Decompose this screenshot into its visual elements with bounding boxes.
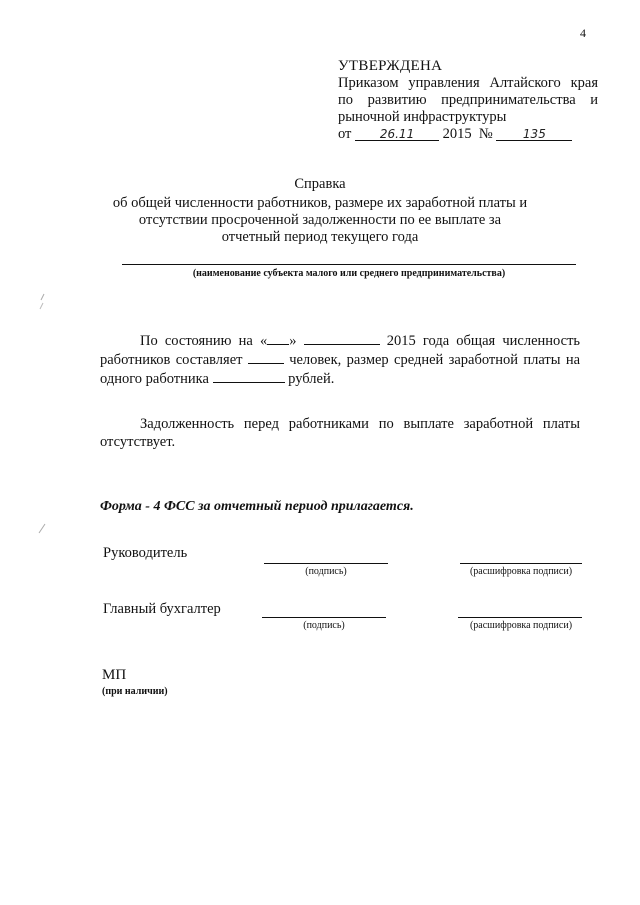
- stamp-caption: (при наличии): [102, 686, 168, 697]
- document-title: Справка: [294, 176, 346, 192]
- accountant-label: Главный бухгалтер: [103, 601, 221, 617]
- date-prefix: от: [338, 126, 352, 142]
- p1-year-text: 2015 года общая численность работников составляет: [100, 333, 581, 368]
- director-label: Руководитель: [103, 545, 188, 561]
- accountant-sign-caption: (подпись): [303, 620, 345, 631]
- margin-mark-2: [36, 522, 48, 536]
- document-subtitle: об общей численности работников, размере их заработной платы и отсутствии просроченной задолженности по ее выплате за отчетный период текущего года: [112, 195, 528, 245]
- director-decode-caption: (расшифровка подписи): [469, 566, 573, 577]
- director-decode-line: [460, 563, 582, 564]
- entity-name-line: [122, 264, 576, 265]
- headcount-blank: [248, 350, 284, 364]
- accountant-decode-line: [458, 617, 582, 618]
- month-blank: [304, 331, 380, 345]
- date-field: [355, 126, 439, 141]
- headcount-paragraph: [100, 331, 580, 388]
- order-date-row: [338, 126, 598, 143]
- director-sign-caption: (подпись): [305, 566, 347, 577]
- salary-blank: [213, 369, 285, 383]
- margin-mark-1: [36, 292, 48, 312]
- debt-paragraph: [100, 415, 580, 451]
- p1-people-text: человек, размер средней заработной платы на одного работника: [100, 352, 581, 387]
- approval-line-1: Приказом управления Алтайского края: [338, 75, 598, 91]
- form-note: Форма - 4 ФСС за отчетный период прилагается.: [100, 499, 414, 514]
- p1-lead: По состоянию на «: [140, 333, 268, 349]
- handwritten-date: 26.11: [379, 127, 415, 141]
- number-sign: №: [478, 126, 493, 142]
- day-blank: [267, 331, 289, 345]
- approval-heading: УТВЕРЖДЕНА: [338, 58, 443, 74]
- approval-line-2: по развитию предпринимательства и: [338, 92, 598, 108]
- approval-line-3: рыночной инфраструктуры: [338, 109, 507, 125]
- p2-text: Задолженность перед работниками по выплате заработной платы отсутствует.: [100, 416, 580, 450]
- p1-currency-text: рублей.: [288, 371, 335, 387]
- order-number-field: [496, 126, 572, 141]
- accountant-sign-line: [262, 617, 386, 618]
- p1-close-quote: »: [289, 333, 297, 349]
- director-sign-line: [264, 563, 388, 564]
- stamp-label: МП: [102, 667, 127, 683]
- handwritten-number: 135: [522, 127, 546, 141]
- entity-caption: (наименование субъекта малого или среднего предпринимательства): [192, 268, 506, 279]
- approval-block: [338, 58, 598, 143]
- order-year: 2015: [442, 126, 472, 142]
- page-number: 4: [580, 26, 586, 40]
- accountant-decode-caption: (расшифровка подписи): [469, 620, 573, 631]
